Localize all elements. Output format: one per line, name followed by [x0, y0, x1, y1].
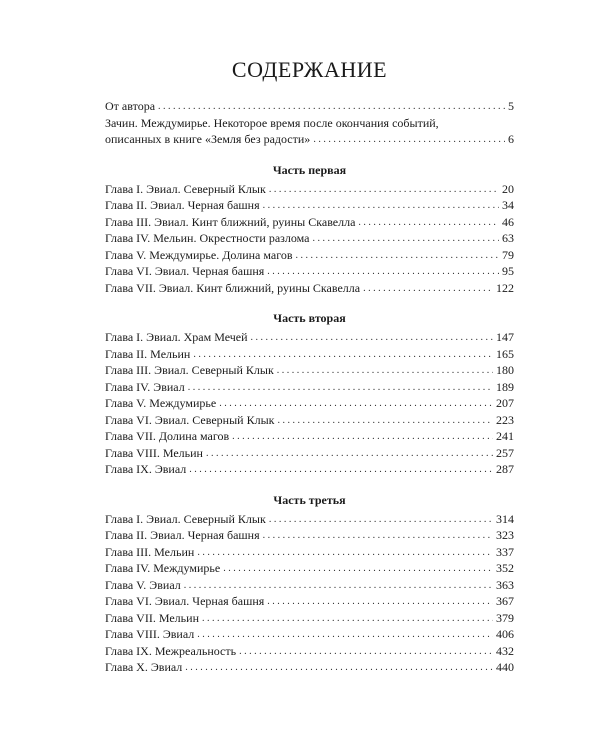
entry-title: Глава II. Эвиал. Черная башня [105, 198, 260, 212]
entry-page-number: 95 [502, 264, 514, 278]
chapter-entry [105, 527, 514, 544]
part-heading: Часть третья [273, 492, 346, 507]
entry-page-number: 257 [496, 445, 514, 460]
entry-page-number: 6 [508, 132, 514, 146]
entry-page-number: 367 [496, 594, 514, 608]
chapter-entry [105, 395, 514, 412]
chapter-entry [105, 214, 514, 231]
part-heading: Часть первая [272, 162, 347, 177]
dot-leader [189, 460, 493, 479]
chapter-entry [105, 379, 514, 396]
entry-page-number: 165 [496, 346, 514, 361]
entry-title: Глава VIII. Эвиал [105, 627, 195, 641]
chapter-entry [105, 659, 514, 676]
front-entry-line: Зачин. Междумирье. Некоторое время после окончания событий, [105, 115, 439, 130]
entry-page-number: 241 [496, 429, 514, 443]
entry-title: Глава X. Эвиал [105, 660, 183, 674]
entry-page-number: 46 [502, 214, 514, 229]
front-entry [105, 98, 514, 115]
entry-page-number: 180 [496, 363, 514, 377]
part-heading: Часть вторая [273, 311, 346, 325]
chapter-entry [105, 230, 514, 247]
entry-page-number: 5 [508, 99, 514, 113]
entry-title: Глава VI. Эвиал. Черная башня [105, 264, 265, 278]
entry-title: Глава IV. Мельин. Окрестности разлома [105, 231, 310, 245]
entry-title: Глава III. Мельин [105, 544, 195, 559]
chapter-entry [105, 412, 514, 429]
entry-title: Глава V. Эвиал [105, 577, 181, 592]
chapter-entry [105, 329, 514, 346]
entry-page-number: 189 [496, 379, 514, 394]
entry-title: От автора [105, 99, 156, 113]
entry-page-number: 122 [496, 280, 514, 295]
entry-title: Глава VII. Мельин [105, 610, 199, 625]
entry-page-number: 379 [496, 610, 514, 625]
entry-page-number: 363 [496, 577, 514, 592]
chapter-entry [105, 461, 514, 478]
chapter-entry [105, 263, 514, 280]
entry-page-number: 432 [496, 643, 514, 658]
entry-page-number: 63 [502, 231, 514, 245]
entry-page-number: 352 [496, 561, 514, 575]
chapter-entry [105, 280, 514, 297]
toc-entries [105, 98, 514, 676]
entry-page-number: 79 [502, 247, 514, 262]
dot-leader [363, 279, 493, 298]
chapter-entry [105, 445, 514, 462]
entry-page-number: 406 [496, 627, 514, 641]
entry-title: Глава III. Эвиал. Северный Клык [105, 363, 274, 377]
chapter-entry [105, 181, 514, 198]
entry-title: Глава I. Эвиал. Северный Клык [105, 181, 266, 196]
chapter-entry [105, 197, 514, 214]
chapter-entry [105, 577, 514, 594]
chapter-entry [105, 560, 514, 577]
entry-page-number: 207 [496, 396, 514, 410]
chapter-entry [105, 362, 514, 379]
chapter-entry [105, 428, 514, 445]
chapter-entry [105, 511, 514, 528]
entry-page-number: 440 [496, 660, 514, 674]
chapter-entry [105, 610, 514, 627]
entry-title: Глава VII. Эвиал. Кинт ближний, руины Скавелла [105, 280, 361, 295]
entry-page-number: 323 [496, 528, 514, 542]
entry-title: Глава V. Междумирье [105, 396, 217, 410]
entry-title: Глава I. Эвиал. Храм Мечей [105, 330, 248, 344]
entry-title: Глава VII. Долина магов [105, 429, 230, 443]
entry-title: Глава VIII. Мельин [105, 445, 203, 460]
entry-title: описанных в книге «Земля без радости» [105, 132, 311, 146]
entry-title: Глава IX. Эвиал [105, 462, 187, 476]
entry-title: Глава I. Эвиал. Северный Клык [105, 511, 266, 526]
front-entry [105, 131, 514, 148]
dot-leader [313, 130, 505, 149]
entry-page-number: 34 [502, 198, 514, 212]
entry-page-number: 20 [502, 181, 514, 196]
entry-page-number: 223 [496, 412, 514, 427]
chapter-entry [105, 544, 514, 561]
chapter-entry [105, 643, 514, 660]
entry-title: Глава IX. Межреальность [105, 643, 237, 658]
chapter-entry [105, 593, 514, 610]
entry-page-number: 287 [496, 462, 514, 476]
entry-title: Глава VI. Эвиал. Черная башня [105, 594, 265, 608]
dot-leader [185, 658, 493, 677]
entry-page-number: 147 [496, 330, 514, 344]
chapter-entry [105, 626, 514, 643]
entry-title: Глава III. Эвиал. Кинт ближний, руины Скавелла [105, 214, 356, 229]
entry-title: Глава IV. Эвиал [105, 379, 185, 394]
chapter-entry [105, 346, 514, 363]
entry-page-number: 314 [496, 511, 514, 526]
chapter-entry [105, 247, 514, 264]
entry-page-number: 337 [496, 544, 514, 559]
entry-title: Глава II. Эвиал. Черная башня [105, 528, 260, 542]
entry-title: Глава V. Междумирье. Долина магов [105, 247, 293, 262]
dot-leader [158, 97, 505, 116]
page-title: СОДЕРЖАНИЕ [231, 57, 388, 82]
entry-title: Глава VI. Эвиал. Северный Клык [105, 412, 275, 427]
entry-title: Глава II. Мельин [105, 346, 191, 361]
entry-title: Глава IV. Междумирье [105, 561, 221, 575]
